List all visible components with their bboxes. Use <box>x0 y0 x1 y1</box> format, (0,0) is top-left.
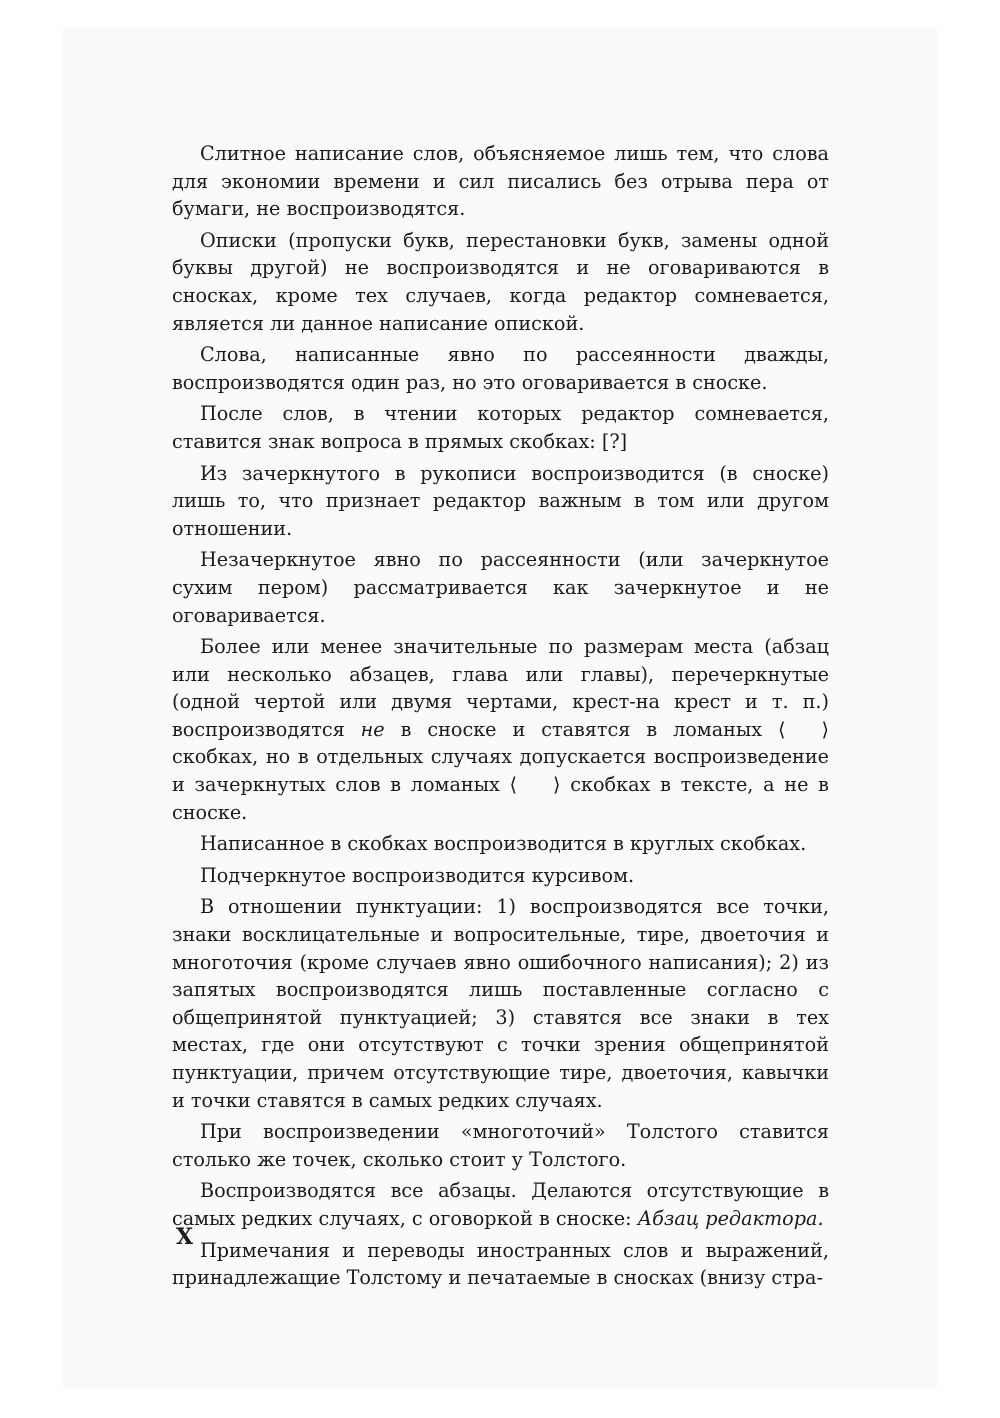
paragraph-punctuation: В отношении пунктуации: 1) воспроизводятся все точки, знаки восклицательные и вопросительные, тире, двоеточия и многоточия (кроме случаев явно ошибочного написания); 2) из запятых воспроизводятся лишь поставленные согласно с общепринятой пунктуацией; 3) ставятся все знаки в тех местах, где они отсутствуют с точки зрения общепринятой пунктуации, причем отсутствующие тире, двоеточия, кавычки и точки ставятся в самых редких случаях. <box>172 895 829 1112</box>
abzac-italic: Абзац редактора. <box>637 1206 824 1230</box>
paragraph-crossed-out: Из зачеркнутого в рукописи воспроизводится (в сноске) лишь то, что признает редактор важным в том или другом отношении. <box>172 461 829 540</box>
abzac-text: Воспроизводятся все абзацы. Делаются отсутствующие в самых редких случаях, с оговоркой в сноске: <box>172 1179 829 1230</box>
paragraph-paragraphs <box>172 1177 829 1232</box>
paragraph-notes: Примечания и переводы иностранных слов и выражений, принадлежащие Толстому и печатаемые в сносках (внизу стра- <box>172 1238 829 1290</box>
paragraph-ellipses: При воспроизведении «многоточий» Толстого ставится столько же точек, сколько стоит у Толстого. <box>172 1120 829 1171</box>
paragraph-underlined: Подчеркнутое воспроизводится курсивом. <box>200 863 635 887</box>
body-text <box>172 140 829 1292</box>
page-number: X <box>176 1224 194 1250</box>
paragraph-not-crossed: Незачеркнутое явно по рассеянности (или зачеркнутое сухим пером) рассматривается как зачеркнутое и не оговаривается. <box>172 548 829 627</box>
paragraph-round-brackets: Написанное в скобках воспроизводится в круглых скобках. <box>200 832 807 856</box>
angle-bracket-open: ⟨ <box>778 717 786 741</box>
angle-bracket-close: ⟩ <box>821 717 830 741</box>
paragraph-solid-writing: Слитное написание слов, объясняемое лишь тем, что слова для экономии времени и сил писались без отрыва пера от бумаги, не воспроизводятся. <box>172 142 829 221</box>
angle-bracket-open-2: ⟨ <box>509 773 518 797</box>
paragraph-slips: Описки (пропуски букв, перестановки букв, замены одной буквы другой) не воспроизводятся и не оговариваются в сносках, кроме тех случаев, когда редактор сомневается, является ли данное написание опиской. <box>172 228 829 335</box>
struck-text-part3: скобках, но в отдельных случаях допускается воспроизведение и зачеркнутых слов в ломаных <box>172 745 829 797</box>
struck-text-part1: Более или менее значительные по размерам места (абзац или несколько абзацев, глава или главы), перечеркнутые (одной чертой или двумя чертами, крест-на крест и т. п.) воспроизводятся <box>172 635 829 741</box>
struck-emphasis: не <box>360 717 385 741</box>
angle-bracket-close-2: ⟩ <box>553 773 561 797</box>
struck-text-part4: скобках в тексте, а не в сноске. <box>172 773 829 824</box>
struck-text-part2: в сноске и ставятся в ломаных <box>384 717 763 741</box>
paragraph-duplicates: Слова, написанные явно по рассеянности дважды, воспроизводятся один раз, но это оговаривается в сноске. <box>172 343 829 394</box>
paragraph-uncertain-reading: После слов, в чтении которых редактор сомневается, ставится знак вопроса в прямых скобках: [?] <box>172 402 829 453</box>
paragraph-struck-passages <box>172 633 829 826</box>
